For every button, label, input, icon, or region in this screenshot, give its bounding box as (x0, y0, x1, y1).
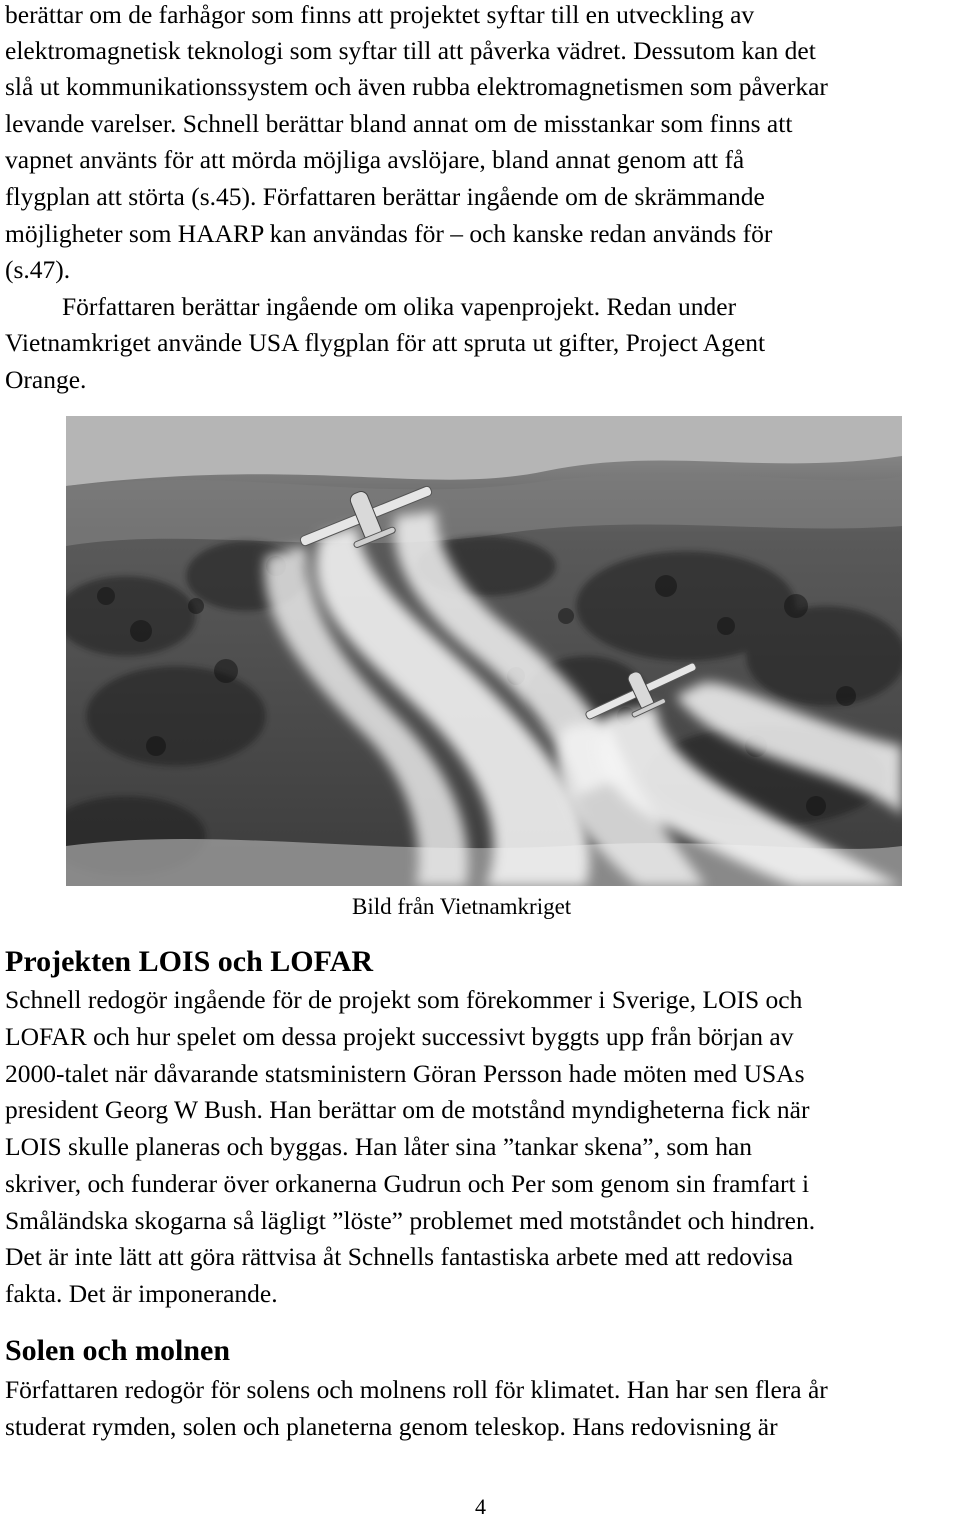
text-line: 2000-talet när dåvarande statsministern Göran Persson hade möten med USAs (5, 1059, 805, 1088)
text-line: Det är inte lätt att göra rättvisa åt Schnells fantastiska arbete med att redovisa (5, 1242, 794, 1271)
figure-caption: Bild från Vietnamkriget (352, 894, 572, 919)
section-heading-lois-lofar: Projekten LOIS och LOFAR (5, 945, 374, 978)
vietnam-war-photo (66, 416, 902, 886)
text-line: Orange. (5, 365, 87, 394)
text-line: LOIS skulle planeras och byggas. Han låter sina ”tankar skena”, som han (5, 1132, 753, 1161)
page-number: 4 (475, 1494, 486, 1519)
text-line: berättar om de farhågor som finns att projektet syftar till en utveckling av (5, 0, 755, 29)
text-line: fakta. Det är imponerande. (5, 1279, 278, 1308)
section-heading-solen-molnen: Solen och molnen (5, 1334, 231, 1367)
text-line: skriver, och funderar över orkanerna Gudrun och Per som genom sin framfart i (5, 1169, 810, 1198)
text-line: Författaren redogör för solens och molnens roll för klimatet. Han har sen flera år (5, 1375, 828, 1404)
text-line: möjligheter som HAARP kan användas för – och kanske redan används för (5, 219, 773, 248)
text-line: president Georg W Bush. Han berättar om de motstånd myndigheterna fick när (5, 1095, 810, 1124)
text-line: slå ut kommunikationssystem och även rubba elektromagnetismen som påverkar (5, 72, 828, 101)
text-line: flygplan att störta (s.45). Författaren berättar ingående om de skrämmande (5, 182, 765, 211)
text-line: levande varelser. Schnell berättar bland annat om de misstankar som finns att (5, 109, 793, 138)
text-line: studerat rymden, solen och planeterna genom teleskop. Hans redovisning är (5, 1412, 778, 1441)
text-line: Schnell redogör ingående för de projekt som förekommer i Sverige, LOIS och (5, 985, 803, 1014)
text-line: Småländska skogarna så lägligt ”löste” problemet med motståndet och hindren. (5, 1206, 816, 1235)
text-line: (s.47). (5, 255, 71, 284)
text-line: vapnet använts för att mörda möjliga avslöjare, bland annat genom att få (5, 145, 745, 174)
text-line: Författaren berättar ingående om olika vapenprojekt. Redan under (62, 292, 737, 321)
text-line: Vietnamkriget använde USA flygplan för att spruta ut gifter, Project Agent (5, 328, 766, 357)
text-line: elektromagnetisk teknologi som syftar till att påverka vädret. Dessutom kan det (5, 36, 816, 65)
text-line: LOFAR och hur spelet om dessa projekt successivt byggts upp från början av (5, 1022, 794, 1051)
